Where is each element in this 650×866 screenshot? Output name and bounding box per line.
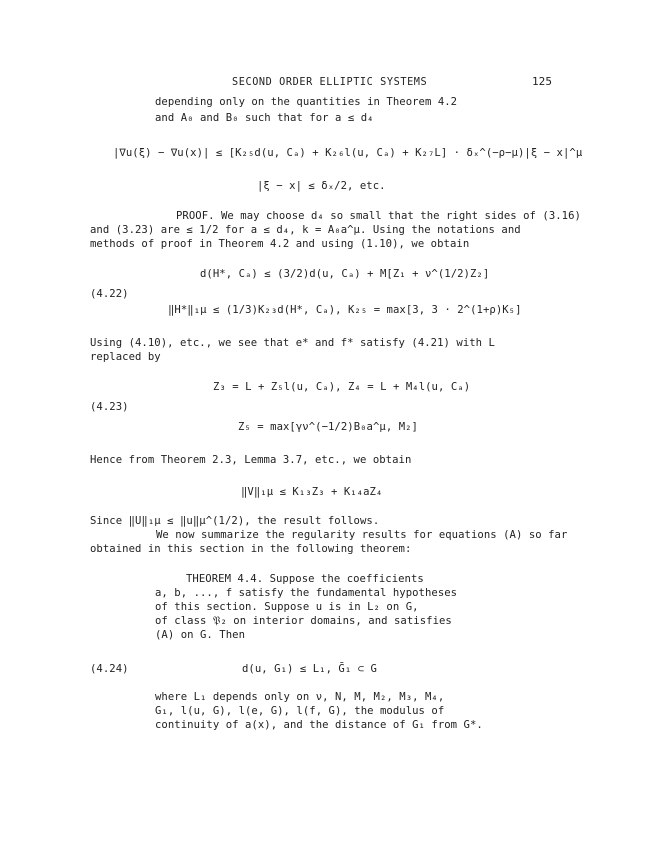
equation: |ξ − x| ≤ δₓ/2, etc.: [257, 180, 386, 192]
equation: ‖H*‖₁μ ≤ (1/3)K₂₃d(H*, Cₐ), K₂₅ = max[3, 3 · 2^(1+ρ)K₅]: [168, 304, 522, 316]
theorem-line: where L₁ depends only on ν, N, M, M₂, M₃, M₄,: [155, 691, 445, 703]
text-line: and A₀ and B₀ such that for a ≤ d₄: [155, 112, 374, 124]
equation-label: (4.22): [90, 288, 129, 300]
text-line: We now summarize the regularity results for equations (A) so far: [156, 529, 568, 541]
equation: d(u, G₁) ≤ L₁, Ḡ₁ ⊂ G: [242, 663, 377, 675]
text-line: Hence from Theorem 2.3, Lemma 3.7, etc., we obtain: [90, 454, 412, 466]
page-number: 125: [532, 75, 553, 88]
text-line: depending only on the quantities in Theorem 4.2: [155, 96, 458, 108]
equation: d(H*, Cₐ) ≤ (3/2)d(u, Cₐ) + M[Z₁ + ν^(1/2)Z₂]: [200, 268, 490, 280]
equation-label: (4.23): [90, 401, 129, 413]
text-line: PROOF. We may choose d₄ so small that the right sides of (3.16): [176, 210, 581, 222]
text-line: and (3.23) are ≤ 1/2 for a ≤ d₄, k = A₀a^μ. Using the notations and: [90, 224, 521, 236]
theorem-line: THEOREM 4.4. Suppose the coefficients: [186, 573, 424, 585]
theorem-line: of this section. Suppose u is in L₂ on G,: [155, 601, 419, 613]
running-title: SECOND ORDER ELLIPTIC SYSTEMS: [232, 77, 428, 88]
text-line: methods of proof in Theorem 4.2 and using (1.10), we obtain: [90, 238, 470, 250]
equation-label: (4.24): [90, 663, 129, 675]
text-line: Using (4.10), etc., we see that e* and f* satisfy (4.21) with L: [90, 337, 495, 349]
equation: ‖V‖₁μ ≤ K₁₃Z₃ + K₁₄aZ₄: [241, 486, 383, 498]
theorem-line: continuity of a(x), and the distance of G₁ from G*.: [155, 719, 483, 731]
equation: Z₅ = max[γν^(−1/2)B₀a^μ, M₂]: [238, 421, 418, 433]
theorem-line: G₁, l(u, G), l(e, G), l(f, G), the modulus of: [155, 705, 445, 717]
equation: Z₃ = L + Z₅l(u, Cₐ), Z₄ = L + M₄l(u, Cₐ): [213, 381, 471, 393]
text-line: replaced by: [90, 351, 161, 363]
text-line: obtained in this section in the following theorem:: [90, 543, 412, 555]
theorem-line: of class 𝔓₂ on interior domains, and satisfies: [155, 615, 452, 627]
theorem-line: (A) on G. Then: [155, 629, 245, 641]
text-line: Since ‖U‖₁μ ≤ ‖u‖μ^(1/2), the result follows.: [90, 515, 380, 527]
equation: |∇u(ξ) − ∇u(x)| ≤ [K₂₅d(u, Cₐ) + K₂₆l(u, Cₐ) + K₂₇L] · δₓ^(−ρ−μ)|ξ − x|^μ: [113, 147, 583, 159]
theorem-line: a, b, ..., f satisfy the fundamental hypotheses: [155, 587, 458, 599]
